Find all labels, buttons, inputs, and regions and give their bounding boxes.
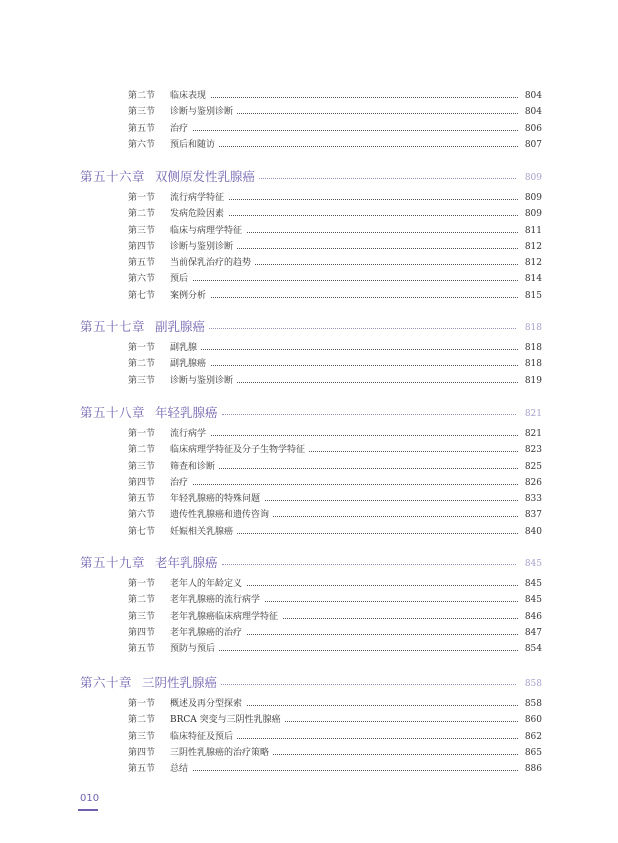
chapter-number: 第五十七章	[80, 319, 146, 334]
section-number: 第二节	[128, 91, 156, 101]
section-leader-dots	[170, 435, 518, 436]
section-number: 第三节	[128, 375, 156, 386]
section-page-number: 821	[524, 429, 542, 439]
section-page-number: 886	[524, 764, 542, 775]
section-page-number: 858	[524, 699, 542, 709]
section-entry[interactable]	[80, 104, 542, 120]
section-entry[interactable]	[80, 729, 542, 745]
chapter-heading[interactable]	[80, 168, 542, 186]
section-page-number: 815	[524, 290, 542, 301]
section-title: 年轻乳腺癌的特殊问题	[170, 493, 264, 506]
section-entry[interactable]	[80, 373, 542, 389]
section-number: 第二节	[128, 359, 156, 370]
chapter-page-number: 818	[524, 323, 542, 333]
section-page-number: 860	[524, 715, 542, 726]
section-number: 第四节	[128, 627, 156, 638]
section-number: 第二节	[128, 445, 156, 456]
section-number: 第三节	[128, 461, 156, 472]
section-entry[interactable]	[80, 255, 542, 271]
section-entry[interactable]	[80, 609, 542, 625]
section-number: 第四节	[128, 241, 156, 252]
chapter-heading[interactable]	[80, 674, 542, 692]
chapter-heading[interactable]	[80, 318, 542, 336]
section-leader-dots	[170, 650, 518, 651]
section-entry[interactable]	[80, 459, 542, 475]
section-entry[interactable]	[80, 712, 542, 728]
section-number: 第二节	[128, 209, 156, 220]
section-number: 第四节	[128, 747, 156, 758]
section-leader-dots	[170, 130, 518, 131]
chapter-page-number: 821	[524, 409, 542, 419]
section-entry[interactable]	[80, 88, 542, 104]
section-entry[interactable]	[80, 271, 542, 287]
section-list	[80, 696, 542, 777]
page-number: 010	[80, 793, 100, 804]
section-page-number: 812	[524, 241, 542, 252]
section-page-number: 826	[524, 477, 542, 488]
section-title: 诊断与鉴别诊断	[170, 106, 237, 119]
section-page-number: 818	[524, 343, 542, 353]
section-number: 第三节	[128, 107, 156, 118]
section-page-number: 809	[524, 193, 542, 203]
section-number: 第五节	[128, 123, 156, 134]
section-number: 第二节	[128, 595, 156, 606]
section-title: 妊娠相关乳腺癌	[170, 526, 237, 539]
section-number: 第七节	[128, 290, 156, 301]
section-list	[80, 190, 542, 304]
chapter-leader-dots	[221, 684, 516, 685]
section-page-number: 840	[524, 526, 542, 537]
section-title: 流行病学	[170, 428, 210, 441]
section-number: 第一节	[128, 343, 156, 353]
section-entry[interactable]	[80, 761, 542, 777]
section-number: 第一节	[128, 193, 156, 203]
section-entry[interactable]	[80, 745, 542, 761]
section-title: 老年人的年龄定义	[170, 578, 246, 591]
section-page-number: 807	[524, 139, 542, 150]
section-entry[interactable]	[80, 223, 542, 239]
page-number-underline	[78, 809, 98, 811]
section-title: 老年乳腺癌的流行病学	[170, 594, 264, 607]
section-leader-dots	[170, 770, 518, 771]
section-number: 第三节	[128, 225, 156, 236]
section-leader-dots	[170, 349, 518, 350]
chapter-title: 年轻乳腺癌	[155, 405, 218, 420]
section-title: 临床病理学特征及分子生物学特征	[170, 444, 309, 457]
section-entry[interactable]	[80, 641, 542, 657]
section-entry[interactable]	[80, 696, 542, 712]
section-number: 第六节	[128, 274, 156, 285]
section-page-number: 865	[524, 747, 542, 758]
section-page-number: 819	[524, 375, 542, 386]
section-title: 案例分析	[170, 290, 210, 303]
section-title: 临床与病理学特征	[170, 225, 246, 238]
section-page-number: 811	[524, 225, 542, 236]
section-entry[interactable]	[80, 340, 542, 356]
section-title: 总结	[170, 763, 192, 776]
chapter-title: 双侧原发性乳腺癌	[155, 169, 256, 184]
section-leader-dots	[170, 146, 518, 147]
section-title: 治疗	[170, 477, 192, 490]
section-entry[interactable]	[80, 288, 542, 304]
section-entry[interactable]	[80, 592, 542, 608]
section-number: 第一节	[128, 429, 156, 439]
section-list	[80, 340, 542, 389]
section-page-number: 825	[524, 461, 542, 472]
section-entry[interactable]	[80, 206, 542, 222]
section-title: 预后和随访	[170, 139, 219, 152]
section-title: 筛查和诊断	[170, 461, 219, 474]
section-title: 预后	[170, 273, 192, 286]
section-title: 临床特征及预后	[170, 731, 237, 744]
chapter-number: 第五十八章	[80, 405, 146, 420]
chapter-leader-dots	[222, 564, 516, 565]
chapter-heading[interactable]	[80, 404, 542, 422]
section-number: 第七节	[128, 526, 156, 537]
section-title: 临床表现	[170, 90, 210, 103]
section-page-number: 833	[524, 494, 542, 505]
section-list	[80, 576, 542, 657]
section-title: 发病危险因素	[170, 208, 228, 221]
section-title: 老年乳腺癌的治疗	[170, 627, 246, 640]
section-leader-dots	[170, 484, 518, 485]
section-title: 遗传性乳腺癌和遗传咨询	[170, 509, 273, 522]
section-entry[interactable]	[80, 442, 542, 458]
chapter-title: 三阴性乳腺癌	[142, 675, 218, 690]
section-page-number: 814	[524, 274, 542, 285]
section-title: 老年乳腺癌临床病理学特征	[170, 611, 282, 624]
section-title: 副乳腺癌	[170, 358, 210, 371]
chapter-block	[80, 318, 542, 389]
section-title: 诊断与鉴别诊断	[170, 375, 237, 388]
section-entry[interactable]	[80, 524, 542, 540]
section-list	[80, 88, 542, 153]
section-page-number: 804	[524, 107, 542, 118]
section-page-number: 837	[524, 510, 542, 521]
section-entry[interactable]	[80, 137, 542, 153]
section-page-number: 862	[524, 731, 542, 742]
section-list	[80, 426, 542, 540]
section-entry[interactable]	[80, 491, 542, 507]
section-page-number: 854	[524, 644, 542, 655]
section-title: 副乳腺	[170, 342, 201, 355]
chapter-block	[80, 554, 542, 657]
section-entry[interactable]	[80, 475, 542, 491]
section-page-number: 812	[524, 258, 542, 269]
section-entry[interactable]	[80, 239, 542, 255]
chapter-block	[80, 168, 542, 304]
section-number: 第六节	[128, 510, 156, 521]
chapter-number: 第五十九章	[80, 555, 146, 570]
section-number: 第五节	[128, 494, 156, 505]
section-leader-dots	[170, 365, 518, 366]
section-title: 流行病学特征	[170, 192, 228, 205]
section-page-number: 845	[524, 579, 542, 589]
chapter-leader-dots	[222, 414, 516, 415]
section-number: 第六节	[128, 139, 156, 150]
section-page-number: 818	[524, 359, 542, 370]
section-leader-dots	[170, 297, 518, 298]
section-title: 概述及再分型探索	[170, 698, 246, 711]
chapter-title: 老年乳腺癌	[155, 555, 218, 570]
section-page-number: 806	[524, 123, 542, 134]
section-entry[interactable]	[80, 576, 542, 592]
section-number: 第一节	[128, 579, 156, 589]
section-entry[interactable]	[80, 121, 542, 137]
section-page-number: 846	[524, 611, 542, 622]
section-title: 预防与预后	[170, 643, 219, 656]
chapter-title: 副乳腺癌	[155, 319, 206, 334]
section-title: 当前保乳治疗的趋势	[170, 257, 255, 270]
section-number: 第三节	[128, 731, 156, 742]
chapter-page-number: 858	[524, 679, 542, 689]
section-number: 第四节	[128, 477, 156, 488]
section-entry[interactable]	[80, 426, 542, 442]
section-leader-dots	[170, 280, 518, 281]
section-title: 三阴性乳腺癌的治疗策略	[170, 747, 273, 760]
chapter-block	[80, 88, 542, 153]
section-number: 第三节	[128, 611, 156, 622]
section-entry[interactable]	[80, 507, 542, 523]
section-number: 第二节	[128, 715, 156, 726]
section-number: 第五节	[128, 258, 156, 269]
section-page-number: 823	[524, 445, 542, 456]
section-number: 第一节	[128, 699, 156, 709]
section-entry[interactable]	[80, 625, 542, 641]
section-number: 第五节	[128, 644, 156, 655]
section-title: BRCA 突变与三阴性乳腺癌	[170, 714, 285, 727]
section-title: 诊断与鉴别诊断	[170, 241, 237, 254]
section-title: 治疗	[170, 123, 192, 136]
chapter-heading[interactable]	[80, 554, 542, 572]
section-leader-dots	[170, 97, 518, 98]
section-page-number: 809	[524, 209, 542, 220]
chapter-leader-dots	[209, 328, 516, 329]
chapter-block	[80, 674, 542, 777]
section-page-number: 845	[524, 595, 542, 606]
chapter-number: 第五十六章	[80, 169, 146, 184]
chapter-page-number: 809	[524, 173, 542, 183]
chapter-page-number: 845	[524, 559, 542, 569]
section-number: 第五节	[128, 764, 156, 775]
section-leader-dots	[170, 468, 518, 469]
section-page-number: 847	[524, 627, 542, 638]
section-entry[interactable]	[80, 356, 542, 372]
chapter-leader-dots	[259, 178, 516, 179]
section-entry[interactable]	[80, 190, 542, 206]
chapter-block	[80, 404, 542, 540]
section-page-number: 804	[524, 91, 542, 101]
chapter-number: 第六十章	[80, 675, 133, 690]
